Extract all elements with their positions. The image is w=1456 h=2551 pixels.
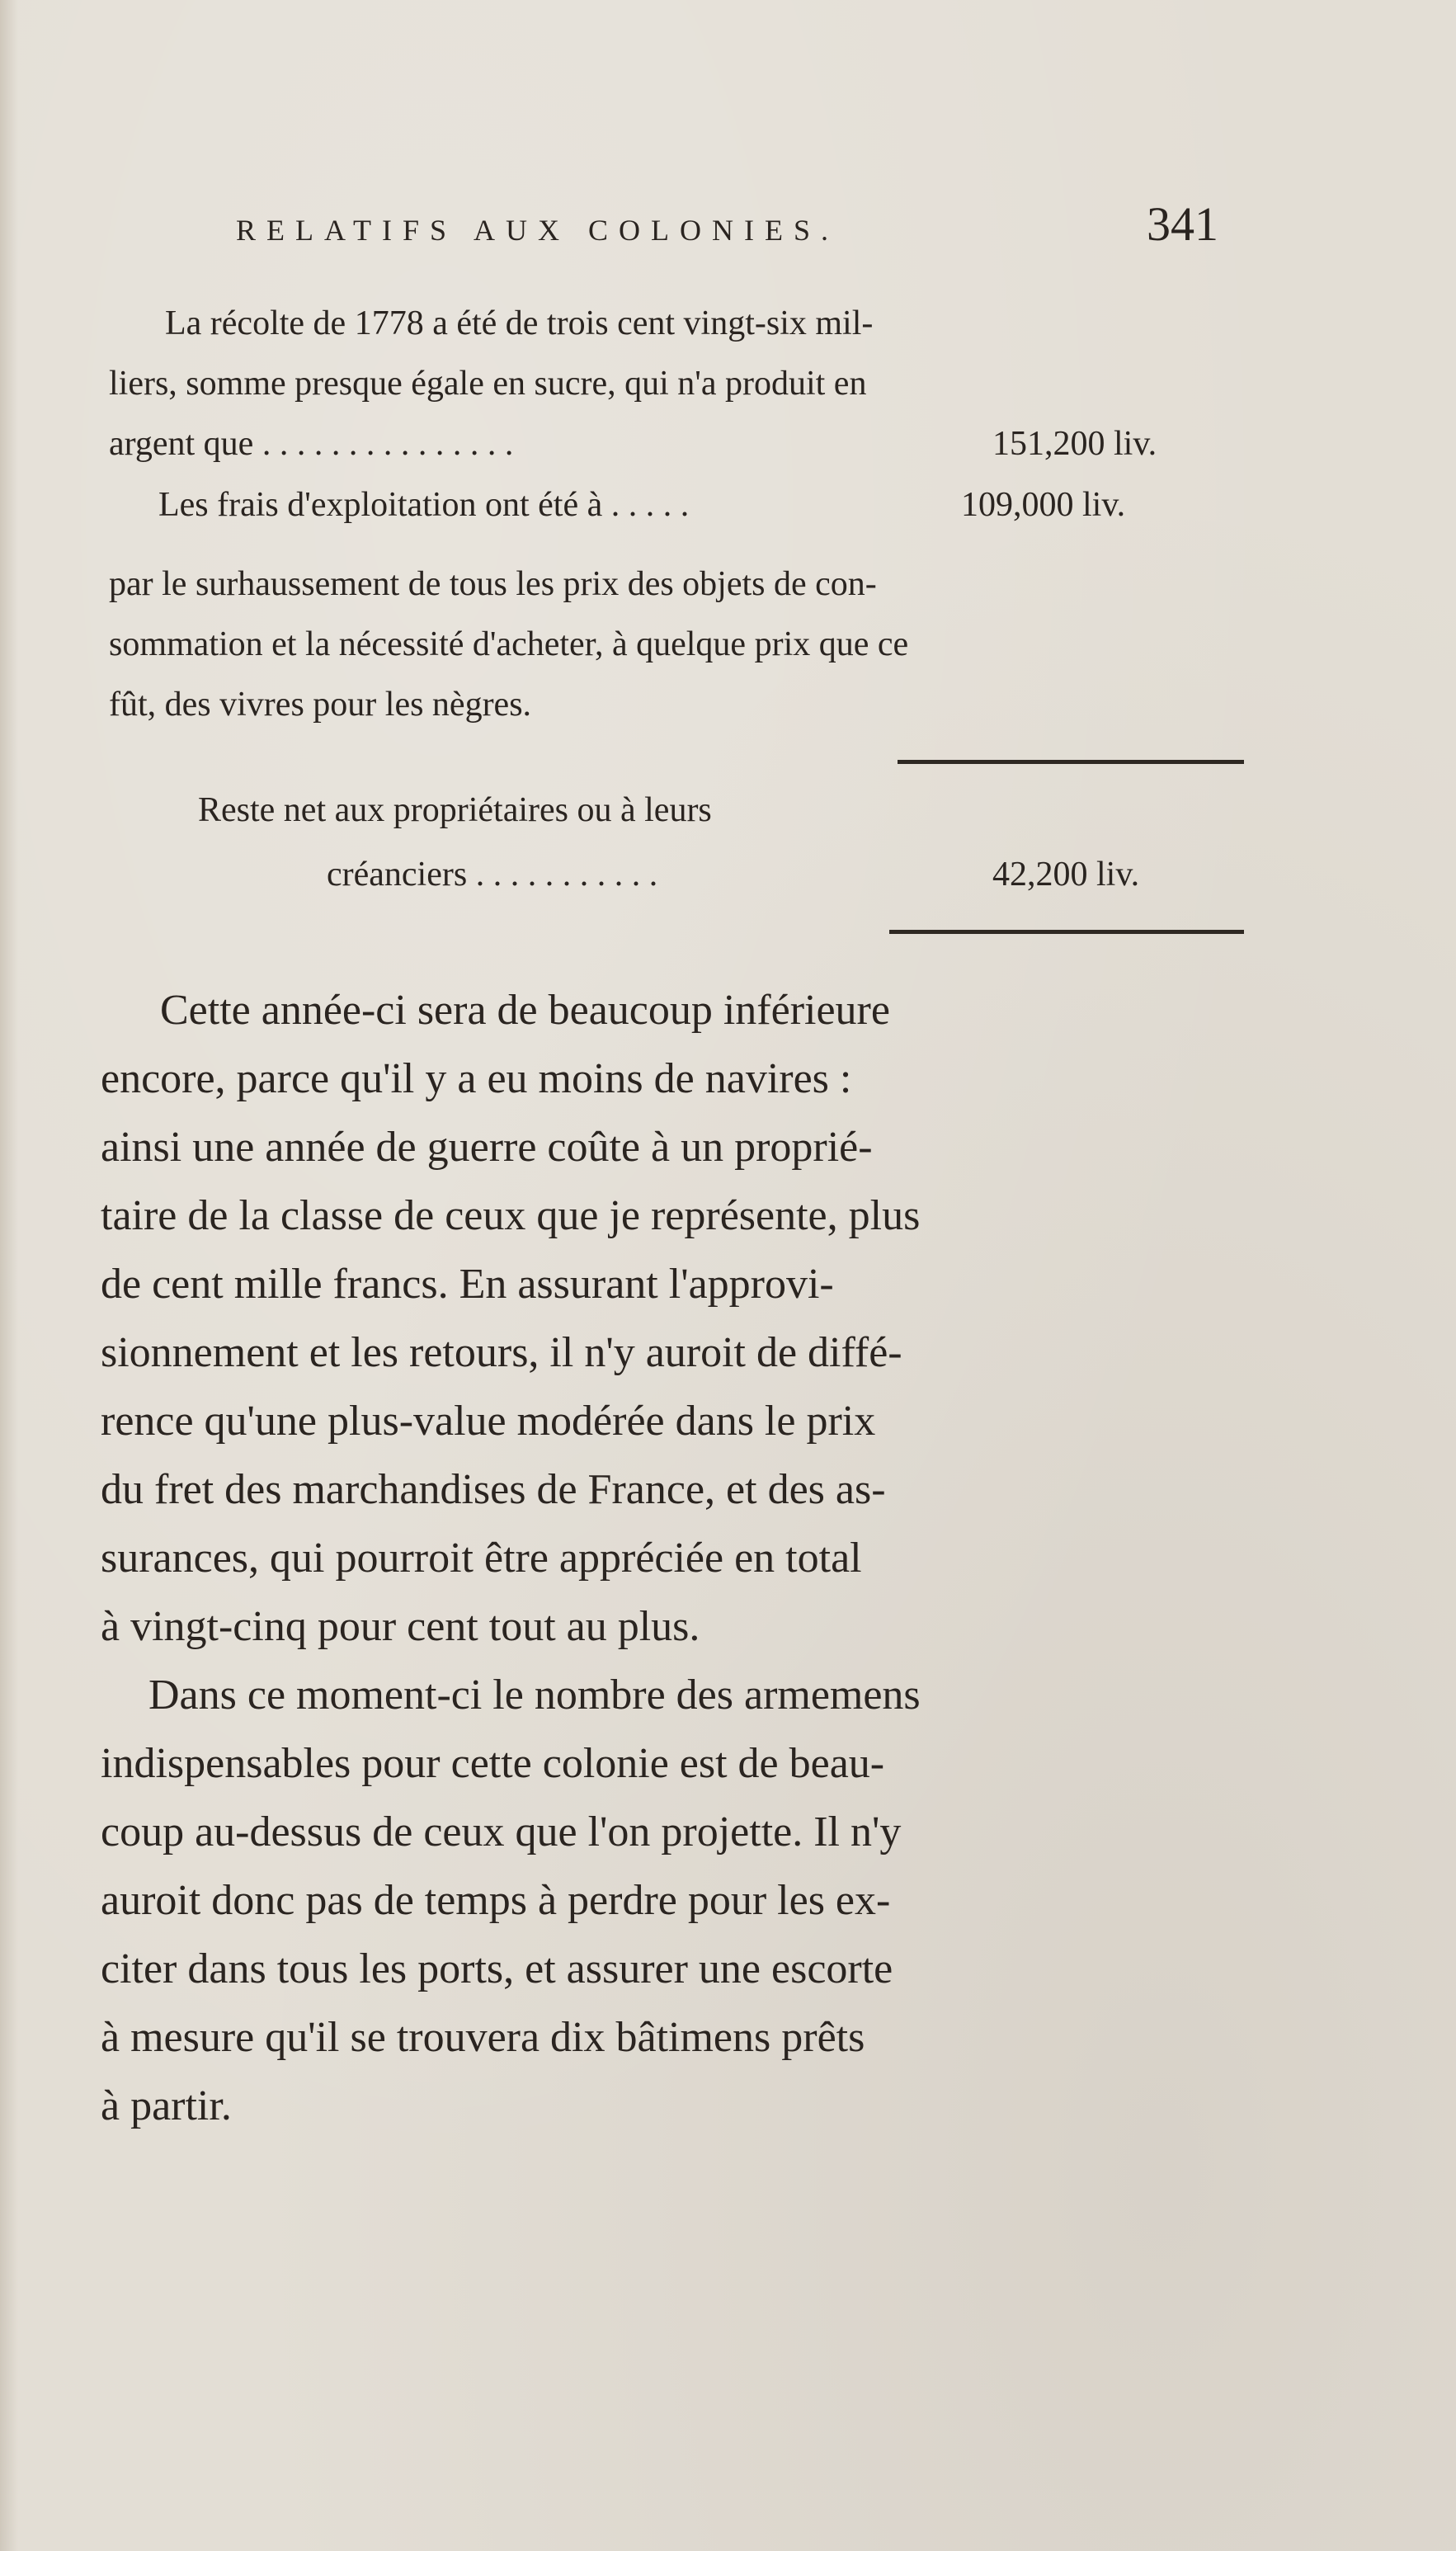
body-line-14: auroit donc pas de temps à perdre pour les ex-	[101, 1877, 891, 1924]
body-line-6: sionnement et les retours, il n'y auroit de diffé-	[101, 1329, 902, 1376]
net-amount: 42,200 liv.	[992, 856, 1140, 894]
accounts-line-4-text: Les frais d'exploitation ont été à . . . . .	[158, 486, 690, 524]
body-line-2: encore, parce qu'il y a eu moins de navires :	[101, 1055, 852, 1102]
body-line-8: du fret des marchandises de France, et des as-	[101, 1466, 886, 1513]
page-binding-edge	[0, 0, 18, 2551]
expenses-amount: 109,000 liv.	[961, 486, 1126, 524]
page-number: 341	[1147, 197, 1218, 251]
body-line-7: rence qu'une plus-value modérée dans le prix	[101, 1398, 876, 1445]
harvest-amount: 151,200 liv.	[992, 425, 1157, 463]
net-label-line-2: créanciers . . . . . . . . . . .	[327, 856, 658, 894]
accounts-line-3-text: argent que . . . . . . . . . . . . . . .	[109, 425, 514, 463]
body-line-11: Dans ce moment-ci le nombre des armemens	[148, 1672, 921, 1719]
body-line-4: taire de la classe de ceux que je représente, plus	[101, 1192, 921, 1239]
running-title: RELATIFS AUX COLONIES.	[236, 214, 840, 247]
accounts-line-2: liers, somme presque égale en sucre, qui n'a produit en	[109, 365, 867, 403]
body-line-10: à vingt-cinq pour cent tout au plus.	[101, 1603, 700, 1650]
accounts-line-6: sommation et la nécessité d'acheter, à quelque prix que ce	[109, 625, 909, 663]
body-line-12: indispensables pour cette colonie est de beau-	[101, 1740, 885, 1787]
body-line-15: citer dans tous les ports, et assurer une escorte	[101, 1945, 893, 1992]
accounts-line-1: La récolte de 1778 a été de trois cent vingt-six mil-	[165, 304, 874, 342]
body-line-1: Cette année-ci sera de beaucoup inférieure	[160, 987, 890, 1034]
sum-rule-top	[898, 760, 1244, 764]
body-line-13: coup au-dessus de ceux que l'on projette. Il n'y	[101, 1808, 902, 1855]
body-line-17: à partir.	[101, 2082, 232, 2129]
sum-rule-bottom	[889, 930, 1244, 934]
body-line-9: surances, qui pourroit être appréciée en total	[101, 1535, 862, 1582]
accounts-line-5: par le surhaussement de tous les prix des objets de con-	[109, 565, 877, 603]
accounts-line-7: fût, des vivres pour les nègres.	[109, 686, 532, 724]
net-label-line-1: Reste net aux propriétaires ou à leurs	[198, 791, 712, 829]
body-line-5: de cent mille francs. En assurant l'approvi-	[101, 1261, 834, 1308]
body-line-3: ainsi une année de guerre coûte à un proprié-	[101, 1124, 873, 1171]
body-line-16: à mesure qu'il se trouvera dix bâtimens prêts	[101, 2014, 865, 2061]
